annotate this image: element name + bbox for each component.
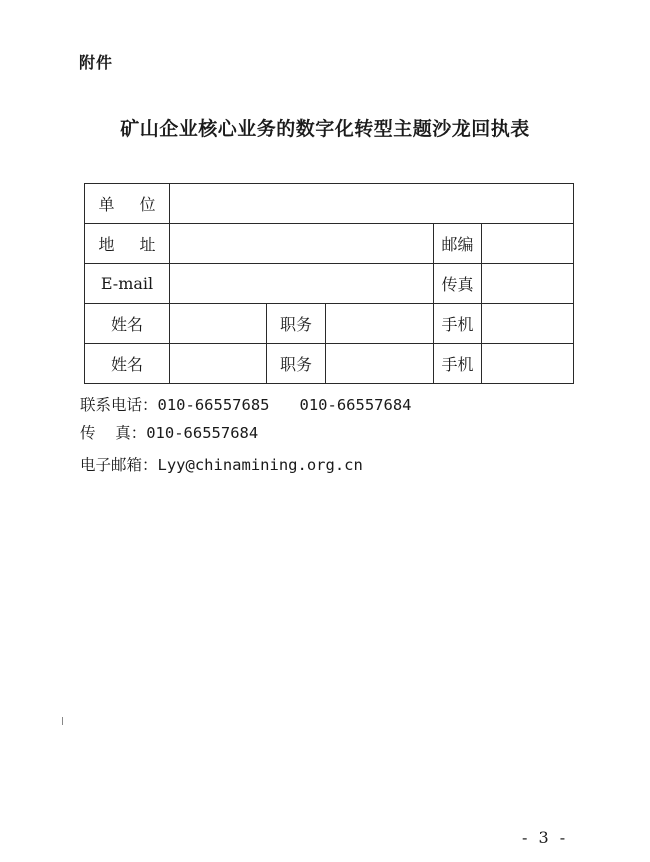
- contact-phone-1: 010-66557685: [157, 396, 270, 414]
- name-label: 姓名: [85, 304, 170, 344]
- postcode-field[interactable]: [482, 224, 574, 264]
- fax-label: 传真: [434, 264, 482, 304]
- page-number: - 3 -: [522, 828, 569, 847]
- name-field[interactable]: [170, 344, 267, 384]
- contact-fax-line: [80, 421, 258, 443]
- mobile-field[interactable]: [482, 304, 574, 344]
- table-row: [85, 264, 574, 304]
- contact-email-label: 电子邮箱：: [80, 456, 158, 474]
- table-row: [85, 184, 574, 224]
- email-label: E-mail: [85, 264, 170, 304]
- position-label: 职务: [267, 344, 326, 384]
- mobile-field[interactable]: [482, 344, 574, 384]
- position-field[interactable]: [326, 304, 434, 344]
- contact-fax-label: 传 真：: [80, 424, 147, 442]
- unit-label: 单 位: [85, 184, 170, 224]
- postcode-label: 邮编: [434, 224, 482, 264]
- name-field[interactable]: [170, 304, 267, 344]
- table-row: [85, 304, 574, 344]
- table-row: [85, 344, 574, 384]
- name-label: 姓名: [85, 344, 170, 384]
- contact-phone-label: 联系电话：: [80, 396, 158, 414]
- mobile-label: 手机: [434, 304, 482, 344]
- scan-mark: [62, 717, 63, 725]
- contact-fax: 010-66557684: [146, 424, 259, 442]
- contact-email-line: [80, 453, 363, 475]
- contact-phone-2: 010-66557684: [299, 396, 412, 414]
- position-field[interactable]: [326, 344, 434, 384]
- fax-field[interactable]: [482, 264, 574, 304]
- unit-field[interactable]: [170, 184, 574, 224]
- address-field[interactable]: [170, 224, 434, 264]
- form-title: 矿山企业核心业务的数字化转型主题沙龙回执表: [120, 118, 530, 140]
- receipt-form-table: [84, 183, 574, 384]
- table-row: [85, 224, 574, 264]
- attachment-label: 附件: [79, 53, 114, 72]
- address-label: 地 址: [85, 224, 170, 264]
- email-field[interactable]: [170, 264, 434, 304]
- position-label: 职务: [267, 304, 326, 344]
- contact-phone-line: [80, 393, 411, 415]
- mobile-label: 手机: [434, 344, 482, 384]
- contact-email: Lyy@chinamining.org.cn: [157, 456, 363, 474]
